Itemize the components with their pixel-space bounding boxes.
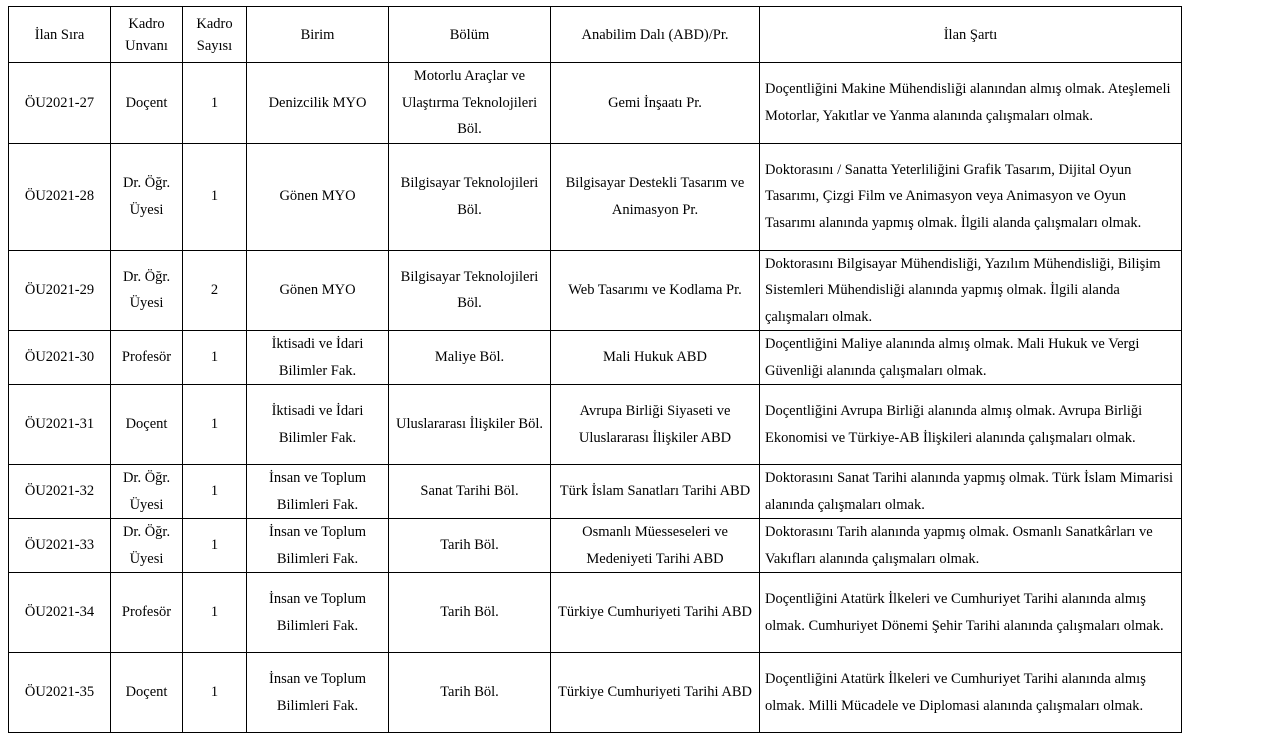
header-kadro-sayisi: Kadro Sayısı [183,7,247,63]
sayi-cell: 1 [183,143,247,250]
ilan-sarti-cell: Doçentliğini Avrupa Birliği alanında almış olmak. Avrupa Birliği Ekonomisi ve Türkiye-AB İlişkileri alanında çalışmaları olmak. [760,385,1182,465]
bolum-cell: Bilgisayar Teknolojileri Böl. [389,143,551,250]
header-ilan-sarti: İlan Şartı [760,7,1182,63]
birim-cell: İktisadi ve İdari Bilimler Fak. [247,331,389,385]
ilan-sira-cell: ÖU2021-32 [9,465,111,519]
unvan-cell: Dr. Öğr. Üyesi [111,250,183,331]
header-birim: Birim [247,7,389,63]
table-row [9,331,1182,385]
header-kadro-unvani: Kadro Unvanı [111,7,183,63]
birim-cell: İktisadi ve İdari Bilimler Fak. [247,385,389,465]
birim-cell: İnsan ve Toplum Bilimleri Fak. [247,465,389,519]
sayi-cell: 1 [183,331,247,385]
birim-cell: Gönen MYO [247,250,389,331]
anabilim-cell: Türkiye Cumhuriyeti Tarihi ABD [551,573,760,653]
table-row [9,250,1182,331]
anabilim-cell: Türkiye Cumhuriyeti Tarihi ABD [551,653,760,733]
ilan-sira-cell: ÖU2021-28 [9,143,111,250]
table-row [9,63,1182,144]
sayi-cell: 1 [183,385,247,465]
ilan-sarti-cell: Doktorasını Tarih alanında yapmış olmak. Osmanlı Sanatkârları ve Vakıfları alanında çalışmaları olmak. [760,519,1182,573]
anabilim-cell: Avrupa Birliği Siyaseti ve Uluslararası İlişkiler ABD [551,385,760,465]
sayi-cell: 1 [183,63,247,144]
ilan-sarti-cell: Doktorasını Bilgisayar Mühendisliği, Yazılım Mühendisliği, Bilişim Sistemleri Mühendisliği alanında yapmış olmak. İlgili alanda çalışmaları olmak. [760,250,1182,331]
table-row [9,385,1182,465]
bolum-cell: Bilgisayar Teknolojileri Böl. [389,250,551,331]
anabilim-cell: Mali Hukuk ABD [551,331,760,385]
ilan-sarti-cell: Doçentliğini Atatürk İlkeleri ve Cumhuriyet Tarihi alanında almış olmak. Milli Mücadele ve Diplomasi alanında çalışmaları olmak. [760,653,1182,733]
sayi-cell: 1 [183,573,247,653]
bolum-cell: Uluslararası İlişkiler Böl. [389,385,551,465]
anabilim-cell: Web Tasarımı ve Kodlama Pr. [551,250,760,331]
bolum-cell: Tarih Böl. [389,519,551,573]
ilan-sarti-cell: Doktorasını / Sanatta Yeterliliğini Grafik Tasarım, Dijital Oyun Tasarımı, Çizgi Film ve Animasyon veya Animasyon ve Oyun Tasarımı alanında yapmış olmak. İlgili alanda çalışmaları olmak. [760,143,1182,250]
ilan-sira-cell: ÖU2021-27 [9,63,111,144]
birim-cell: İnsan ve Toplum Bilimleri Fak. [247,653,389,733]
ilan-sira-cell: ÖU2021-30 [9,331,111,385]
header-ilan-sira: İlan Sıra [9,7,111,63]
ilan-sira-cell: ÖU2021-35 [9,653,111,733]
ilan-sira-cell: ÖU2021-31 [9,385,111,465]
header-row [9,7,1182,63]
sayi-cell: 1 [183,653,247,733]
birim-cell: Gönen MYO [247,143,389,250]
table-row [9,143,1182,250]
unvan-cell: Doçent [111,385,183,465]
bolum-cell: Tarih Böl. [389,653,551,733]
bolum-cell: Motorlu Araçlar ve Ulaştırma Teknolojileri Böl. [389,63,551,144]
anabilim-cell: Gemi İnşaatı Pr. [551,63,760,144]
sayi-cell: 1 [183,465,247,519]
unvan-cell: Dr. Öğr. Üyesi [111,143,183,250]
bolum-cell: Maliye Böl. [389,331,551,385]
sayi-cell: 1 [183,519,247,573]
anabilim-cell: Bilgisayar Destekli Tasarım ve Animasyon Pr. [551,143,760,250]
anabilim-cell: Osmanlı Müesseseleri ve Medeniyeti Tarihi ABD [551,519,760,573]
ilan-sarti-cell: Doçentliğini Makine Mühendisliği alanından almış olmak. Ateşlemeli Motorlar, Yakıtlar ve Yanma alanında çalışmaları olmak. [760,63,1182,144]
table-row [9,653,1182,733]
ilan-sira-cell: ÖU2021-29 [9,250,111,331]
unvan-cell: Doçent [111,653,183,733]
birim-cell: İnsan ve Toplum Bilimleri Fak. [247,573,389,653]
birim-cell: Denizcilik MYO [247,63,389,144]
header-anabilim: Anabilim Dalı (ABD)/Pr. [551,7,760,63]
sayi-cell: 2 [183,250,247,331]
ilan-sira-cell: ÖU2021-34 [9,573,111,653]
birim-cell: İnsan ve Toplum Bilimleri Fak. [247,519,389,573]
unvan-cell: Profesör [111,331,183,385]
table-row [9,465,1182,519]
ilan-sira-cell: ÖU2021-33 [9,519,111,573]
header-bolum: Bölüm [389,7,551,63]
anabilim-cell: Türk İslam Sanatları Tarihi ABD [551,465,760,519]
table-row [9,519,1182,573]
announcement-table [8,6,1182,733]
unvan-cell: Doçent [111,63,183,144]
unvan-cell: Profesör [111,573,183,653]
unvan-cell: Dr. Öğr. Üyesi [111,465,183,519]
ilan-sarti-cell: Doktorasını Sanat Tarihi alanında yapmış olmak. Türk İslam Mimarisi alanında çalışmaları olmak. [760,465,1182,519]
ilan-sarti-cell: Doçentliğini Atatürk İlkeleri ve Cumhuriyet Tarihi alanında almış olmak. Cumhuriyet Dönemi Şehir Tarihi alanında çalışmaları olmak. [760,573,1182,653]
bolum-cell: Tarih Böl. [389,573,551,653]
ilan-sarti-cell: Doçentliğini Maliye alanında almış olmak. Mali Hukuk ve Vergi Güvenliği alanında çalışmaları olmak. [760,331,1182,385]
bolum-cell: Sanat Tarihi Böl. [389,465,551,519]
table-row [9,573,1182,653]
unvan-cell: Dr. Öğr. Üyesi [111,519,183,573]
